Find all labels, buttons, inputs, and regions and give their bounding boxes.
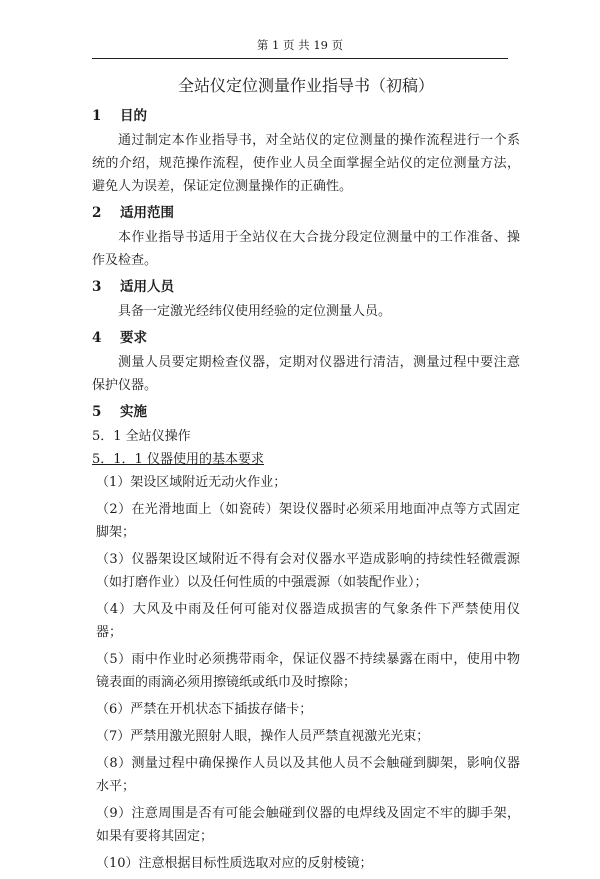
section-text-requirements: 测量人员要定期检查仪器，定期对仪器进行清洁，测量过程中要注意保护仪器。	[92, 355, 520, 393]
subsection-5-1-1: 5．1．1 仪器使用的基本要求	[92, 452, 264, 467]
section-number: 4	[92, 330, 102, 346]
list-item: （3）仪器架设区域附近不得有会对仪器水平造成影响的持续性轻微震源（如打磨作业）以及任何性质的中强震源（如装配作业）；	[96, 552, 520, 590]
page-header	[92, 38, 508, 59]
document-title: 全站仪定位测量作业指导书（初稿）	[177, 76, 434, 95]
section-heading-requirements	[92, 328, 520, 348]
list-item: （6）严禁在开机状态下插拔存储卡；	[96, 702, 313, 717]
section-number: 5	[92, 404, 102, 420]
section-heading-personnel	[92, 277, 520, 297]
section-heading-implementation	[92, 402, 520, 422]
section-text-scope: 本作业指导书适用于全站仪在大合拢分段定位测量中的工作准备、操作及检查。	[92, 230, 520, 268]
list-item: （5）雨中作业时必须携带雨伞，保证仪器不持续暴露在雨中，使用中物镜表面的雨滴必须用擦镜纸或纸巾及时擦除；	[96, 652, 520, 690]
section-heading-scope	[92, 203, 520, 223]
section-text-personnel: 具备一定激光经纬仪使用经验的定位测量人员。	[118, 304, 392, 319]
section-number: 2	[92, 205, 102, 221]
section-title: 适用范围	[120, 205, 174, 221]
section-number: 3	[92, 279, 102, 295]
list-item: （4）大风及中雨及任何可能对仪器造成损害的气象条件下严禁使用仪器；	[96, 602, 520, 640]
list-item: （2）在光滑地面上（如瓷砖）架设仪器时必须采用地面冲点等方式固定脚架；	[96, 502, 520, 540]
page-number-info: 第 1 页 共 19 页	[256, 38, 344, 52]
list-item: （1）架设区域附近无动火作业；	[96, 475, 287, 490]
section-title: 要求	[120, 330, 147, 346]
list-item: （9）注意周围是否有可能会触碰到仪器的电焊线及固定不牢的脚手架，如果有要将其固定；	[96, 806, 520, 844]
section-heading-purpose	[92, 106, 520, 126]
section-text-purpose: 通过制定本作业指导书，对全站仪的定位测量的操作流程进行一个系统的介绍，规范操作流程，使作业人员全面掌握全站仪的定位测量方法，避免人为误差，保证定位测量操作的正确性。	[92, 133, 520, 194]
section-title: 实施	[120, 404, 147, 420]
section-number: 1	[92, 108, 102, 124]
section-title: 目的	[120, 108, 147, 124]
subsection-5-1: 5．1 全站仪操作	[92, 429, 191, 444]
list-item: （7）严禁用激光照射人眼，操作人员严禁直视激光光束；	[96, 729, 430, 744]
list-item: （10）注意根据目标性质选取对应的反射棱镜；	[96, 856, 373, 871]
section-title: 适用人员	[120, 279, 174, 295]
list-item: （8）测量过程中确保操作人员以及其他人员不会触碰到脚架，影响仪器水平；	[96, 756, 520, 794]
document-body	[92, 74, 520, 879]
